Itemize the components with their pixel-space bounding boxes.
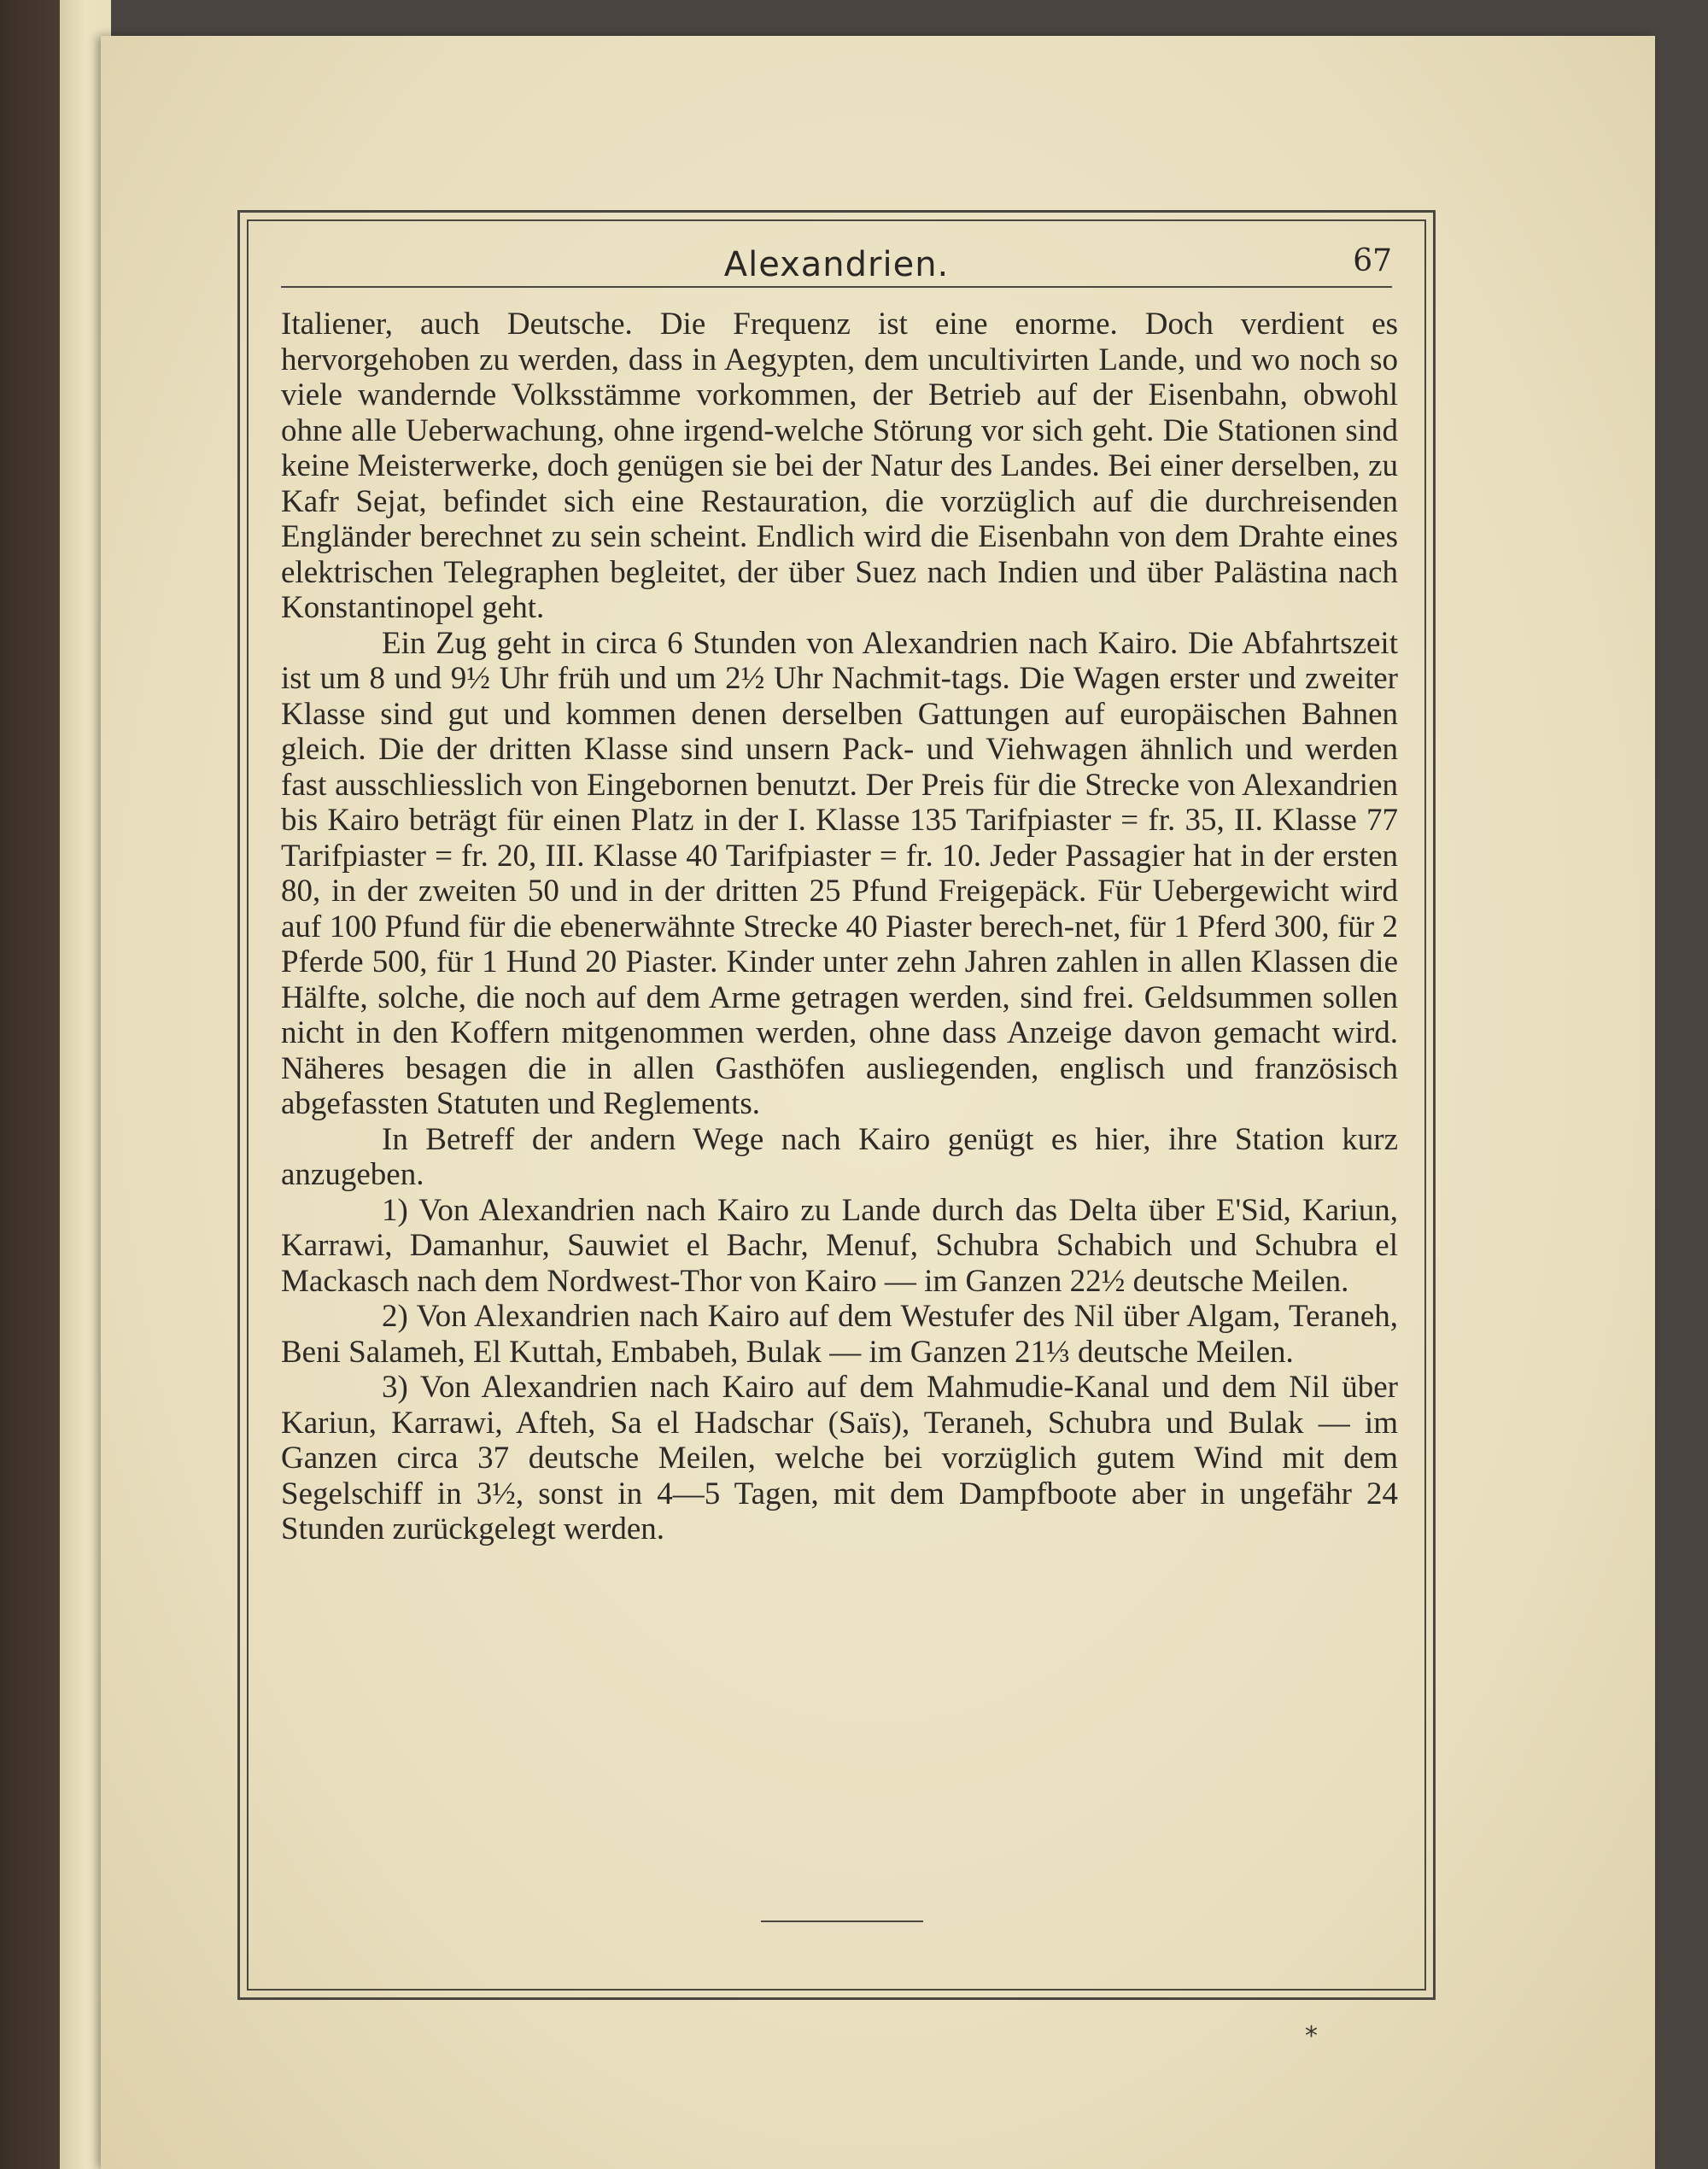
route-1: 1) Von Alexandrien nach Kairo zu Lande durch das Delta über E'Sid, Kariun, Karrawi, Damanhur, Sauwiet el Bachr, Menuf, Schubra Schabich und Schubra el Mackasch nach dem Nordwest-Thor von Kairo — im Ganzen 22½ deutsche Meilen. <box>281 1192 1398 1299</box>
book-page <box>101 36 1655 2169</box>
page-number: 67 <box>1353 243 1392 278</box>
route-2: 2) Von Alexandrien nach Kairo auf dem Westufer des Nil über Algam, Teraneh, Beni Salameh, El Kuttah, Embabeh, Bulak — im Ganzen 21⅓ deutsche Meilen. <box>281 1299 1398 1370</box>
running-head: Alexandrien. <box>723 245 950 284</box>
page-frame-inner <box>247 219 1426 1991</box>
page-frame <box>237 210 1436 2000</box>
route-3: 3) Von Alexandrien nach Kairo auf dem Mahmudie-Kanal und dem Nil über Kariun, Karrawi, Afteh, Sa el Hadschar (Saïs), Teraneh, Schubra und Bulak — im Ganzen circa 37 deutsche Meilen, welche bei vorzüglich gutem Wind mit dem Segelschiff in 3½, sonst in 4—5 Tagen, mit dem Dampfboote aber in ungefähr 24 Stunden zurückgelegt werden. <box>281 1370 1398 1546</box>
paragraph-3: In Betreff der andern Wege nach Kairo genügt es hier, ihre Station kurz anzugeben. <box>281 1121 1398 1192</box>
paragraph-2: Ein Zug geht in circa 6 Stunden von Alexandrien nach Kairo. Die Abfahrtszeit ist um 8 und 9½ Uhr früh und um 2½ Uhr Nachmit-tags. Die Wagen erster und zweiter Klasse sind gut und kommen denen derselben Gattungen auf europäischen Bahnen gleich. Die der dritten Klasse sind unsern Pack- und Viehwagen ähnlich und werden fast ausschliesslich von Eingebornen benutzt. Der Preis für die Strecke von Alexandrien bis Kairo beträgt für einen Platz in der I. Klasse 135 Tarifpiaster = fr. 35, II. Klasse 77 Tarifpiaster = fr. 20, III. Klasse 40 Tarifpiaster = fr. 10. Jeder Passagier hat in der ersten 80, in der zweiten 50 und in der dritten 25 Pfund Freigepäck. Für Uebergewicht wird auf 100 Pfund für die ebenerwähnte Strecke 40 Piaster berech-net, für 1 Pferd 300, für 2 Pferde 500, für 1 Hund 20 Piaster. Kinder unter zehn Jahren zahlen in allen Klassen die Hälfte, solche, die noch auf dem Arme getragen werden, sind frei. Geldsummen sollen nicht in den Koffern mitgenommen werden, ohne dass Anzeige davon gemacht wird. Näheres besagen die in allen Gasthöfen ausliegenden, englisch und französisch abgefassten Statuten und Reglements. <box>281 625 1398 1121</box>
signature-mark: * <box>1305 2021 1318 2051</box>
text-body <box>281 307 1398 1547</box>
end-rule <box>761 1921 923 1922</box>
page-header <box>281 243 1392 288</box>
paragraph-1: Italiener, auch Deutsche. Die Frequenz ist eine enorme. Doch verdient es hervorgehoben zu werden, dass in Aegypten, dem uncultivirten Lande, und wo noch so viele wandernde Volksstämme vorkommen, der Betrieb auf der Eisenbahn, obwohl ohne alle Ueberwachung, ohne irgend-welche Störung vor sich geht. Die Stationen sind keine Meisterwerke, doch genügen sie bei der Natur des Landes. Bei einer derselben, zu Kafr Sejat, befindet sich eine Restauration, die vorzüglich auf die durchreisenden Engländer berechnet zu sein scheint. Endlich wird die Eisenbahn von dem Drahte eines elektrischen Telegraphen begleitet, der über Suez nach Indien und über Palästina nach Konstantinopel geht. <box>281 307 1398 625</box>
